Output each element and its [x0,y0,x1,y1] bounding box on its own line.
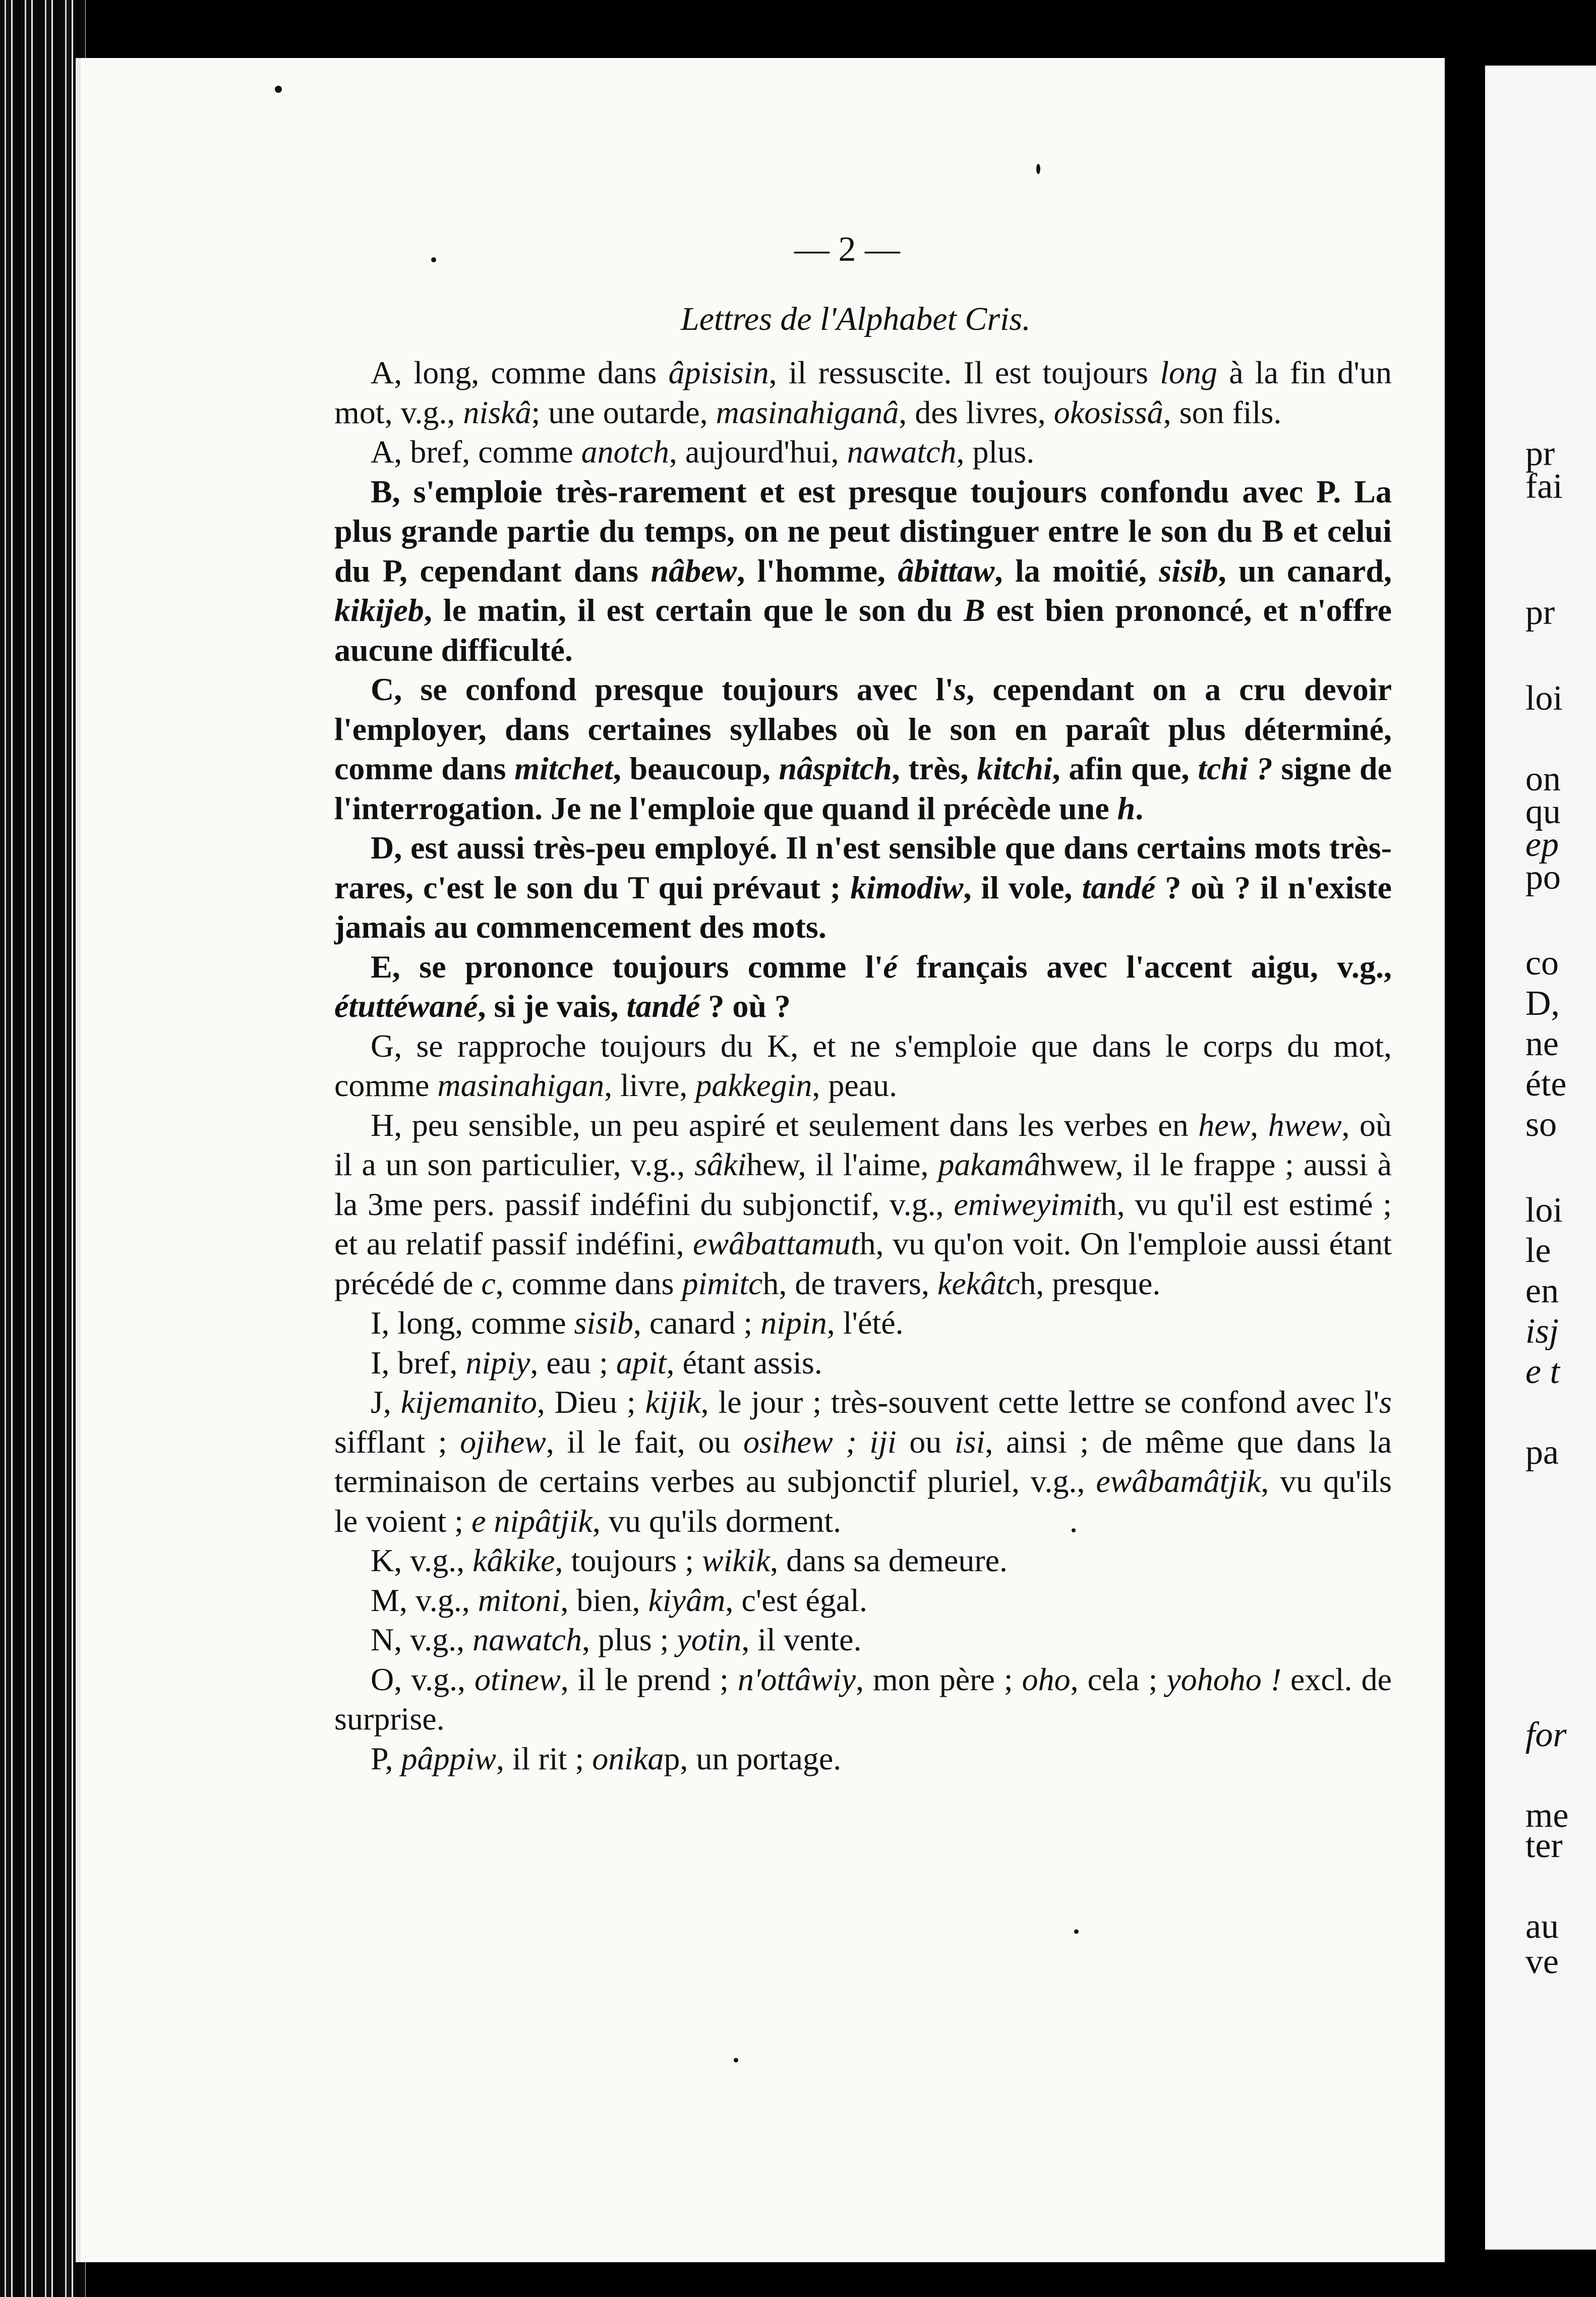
adjacent-page-edge [1485,66,1596,2250]
cree-word: yohoho ! [1166,1661,1282,1697]
entry-text: h, presque. [1020,1265,1161,1301]
cree-word: é [883,948,898,985]
alphabet-entries [334,353,1392,1778]
entry-text: . [1135,790,1144,826]
entry-text: français avec l'accent aigu, v.g., [897,948,1392,985]
entry-d [334,828,1392,947]
cree-word: s [954,671,967,707]
cree-word: yotin [677,1622,742,1657]
entry-text: , où il a un son particulier, v.g., [334,1107,1392,1182]
entry-text: M, v.g., [371,1582,478,1618]
entry-i-bref [334,1343,1392,1383]
cree-word: kitchi [977,751,1052,786]
entry-k [334,1541,1392,1581]
adjacent-page-fragment: pr [1525,593,1555,632]
cree-word: masinahigan [437,1067,605,1103]
cree-word: pimitc [682,1265,763,1301]
cree-word: oho [1022,1661,1071,1697]
cree-word: sisib [574,1305,633,1341]
entry-text: , il vole, [963,869,1082,905]
ink-speck [431,257,436,262]
cree-word: nipiy [465,1344,530,1381]
entry-text: , l'homme, [737,552,898,589]
entry-text: , afin que, [1052,751,1198,786]
cree-word: niskâ [463,394,531,430]
cree-word: nipin [760,1305,827,1341]
adjacent-page-fragment: le [1525,1231,1551,1270]
entry-text: A, bref, comme [371,434,581,470]
entry-text: , il le prend ; [560,1661,738,1697]
cree-word: nawatch [472,1622,582,1657]
adjacent-page-fragment: ter [1525,1826,1563,1865]
adjacent-page-fragment: fai [1525,467,1563,506]
entry-text: I, bref, [371,1344,466,1381]
adjacent-page-fragment: en [1525,1272,1559,1310]
entry-text: , mon père ; [855,1661,1022,1697]
entry-text: , il vente. [741,1622,862,1657]
entry-o [334,1660,1392,1739]
entry-text: , plus ; [581,1622,677,1657]
adjacent-page-fragment: ep [1525,825,1559,864]
adjacent-page-fragment: for [1525,1715,1567,1754]
cree-word: kimodiw [850,869,964,905]
cree-word: long [1160,355,1217,390]
entry-text: , [1250,1107,1268,1143]
ink-speck [1074,1929,1079,1934]
entry-text: , eau ; [530,1344,616,1381]
cree-word: nâbew [651,552,737,589]
cree-word: e nipâtjik [471,1503,593,1539]
adjacent-page-fragment: au [1525,1907,1559,1946]
entry-text: D, est aussi très-peu employé. Il n'est sensible que dans certains mots très-rares, c'est le son du T qui prévaut ; [334,830,1392,905]
entry-text: hwew, il le frappe ; aussi à la 3me pers. passif indéfini du subjonctif, v.g., [334,1146,1392,1222]
entry-p [334,1739,1392,1779]
entry-text: , il ressuscite. Il est toujours [769,355,1160,390]
cree-word: ewâbamâtjik [1096,1463,1261,1499]
cree-word: otinew [475,1661,561,1697]
cree-word: okosissâ [1053,394,1163,430]
entry-text: , aujourd'hui, [669,434,847,470]
entry-a-long [334,353,1392,432]
entry-text: , son fils. [1163,394,1282,430]
entry-text: , canard ; [633,1305,761,1341]
cree-word: mitchet [514,751,613,786]
entry-text: hew, il l'aime, [746,1146,938,1182]
adjacent-page-fragment: D, [1525,984,1560,1023]
entry-text: , des livres, [899,394,1054,430]
adjacent-page-fragment: ne [1525,1024,1559,1063]
entry-text: est bien prononcé, et n'offre aucune difficulté. [334,592,1392,668]
entry-text: A, long, comme dans [371,355,669,390]
cree-word: onika [592,1740,664,1776]
entry-text: , l'été. [826,1305,904,1341]
entry-text: P, [371,1740,401,1776]
entry-text: , toujours ; [555,1542,702,1578]
entry-text: H, peu sensible, un peu aspiré et seulement dans les verbes en [371,1107,1199,1143]
cree-word: mitoni [478,1582,561,1618]
cree-word: h [1117,790,1136,826]
entry-text: p, un portage. [664,1740,842,1776]
cree-word: tchi ? [1198,751,1273,786]
adjacent-page-fragment: so [1525,1105,1557,1144]
cree-word: nawatch [847,434,957,470]
ink-speck [1072,1528,1076,1532]
entry-text: , étant assis. [666,1344,822,1381]
adjacent-page-fragment: on [1525,760,1561,798]
entry-text: ? où ? [700,988,791,1024]
entry-text: , vu qu'ils le voient ; [334,1463,1392,1539]
entry-h [334,1106,1392,1304]
entry-text: , vu qu'ils dorment. [592,1503,842,1539]
entry-text: signe de l'interrogation. Je ne l'emploie que quand il précède une [334,751,1392,826]
adjacent-page-fragment: me [1525,1796,1569,1835]
entry-text: excl. de surprise. [334,1661,1392,1737]
entry-text: E, se prononce toujours comme l' [371,948,883,985]
entry-text: à la fin d'un mot, v.g., [334,355,1392,430]
ink-speck [275,86,282,93]
entry-text: , si je vais, [478,988,627,1024]
ink-speck [734,2058,738,2062]
cree-word: kekâtc [937,1265,1020,1301]
adjacent-page-fragment: qu [1525,792,1561,831]
entry-n [334,1620,1392,1660]
page-number: — 2 — [794,230,900,269]
entry-text: ? où ? il n'existe jamais au commencement des mots. [334,869,1392,945]
entry-text: ou [896,1423,955,1460]
entry-text: , il le fait, ou [546,1423,743,1460]
adjacent-page-fragment: po [1525,858,1561,897]
entry-text: B, s'emploie très-rarement et est presque toujours confondu avec P. La plus grande partie du temps, on ne peut distinguer entre le son du B et celui du P, cependant dans [334,473,1392,589]
entry-text: N, v.g., [371,1622,473,1657]
entry-text: , plus. [956,434,1035,470]
entry-text: K, v.g., [371,1542,473,1578]
entry-text: , ainsi ; de même que dans la terminaison de certains verbes au subjonctif pluriel, v.g., [334,1423,1392,1499]
cree-word: emiweyimit [954,1186,1101,1222]
entry-text: , un canard, [1218,552,1392,589]
adjacent-page-fragment: pa [1525,1433,1559,1472]
cree-word: kâkike [472,1542,555,1578]
cree-word: étuttéwané [334,988,478,1024]
cree-word: wikik [702,1542,771,1578]
entry-text: , très, [892,751,977,786]
entry-text: , le jour ; très-souvent cette lettre se confond avec l' [700,1384,1380,1420]
adjacent-page-fragment: éte [1525,1065,1567,1104]
cree-word: tandé [626,988,700,1024]
adjacent-page-fragment: ve [1525,1942,1559,1981]
entry-g [334,1026,1392,1106]
cree-word: masinahiganâ [716,394,899,430]
cree-word: kiyâm [648,1582,726,1618]
entry-text: , dans sa demeure. [770,1542,1008,1578]
cree-word: kijik [645,1384,701,1420]
entry-text: sifflant ; [334,1423,460,1460]
cree-word: hwew [1268,1107,1342,1143]
entry-text: , la moitié, [994,552,1159,589]
cree-word: pakamâ [938,1146,1040,1182]
cree-word: kikijeb [334,592,424,628]
cree-word: hew [1198,1107,1251,1143]
entry-i-long [334,1303,1392,1343]
cree-word: sâki [694,1146,747,1182]
cree-word: pakkegin [695,1067,812,1103]
cree-word: âpisisin [668,355,769,390]
entry-text: , cela ; [1070,1661,1167,1697]
section-heading: Lettres de l'Alphabet Cris. [681,301,1031,337]
entry-text: h, de travers, [762,1265,937,1301]
entry-text: ; une outarde, [531,394,716,430]
adjacent-page-fragment: isj [1525,1312,1559,1351]
cree-word: apit [616,1344,667,1381]
entry-text: h, vu qu'on voit. On l'emploie aussi étant précédé de [334,1226,1392,1301]
adjacent-page-fragment: loi [1525,679,1563,718]
adjacent-page-fragment: pr [1525,434,1555,473]
cree-word: ewâbattamut [693,1226,860,1261]
cree-word: kijemanito [400,1384,537,1420]
cree-word: osihew ; iji [743,1423,897,1460]
cree-word: n'ottâwiy [737,1661,856,1697]
entry-text: , livre, [604,1067,696,1103]
entry-a-bref [334,432,1392,472]
entry-text: C, se confond presque toujours avec l' [371,671,954,707]
ink-speck [1036,164,1040,174]
entry-j [334,1383,1392,1541]
entry-text: O, v.g., [371,1661,475,1697]
entry-text: , Dieu ; [537,1384,645,1420]
entry-text: I, long, comme [371,1305,574,1341]
entry-c [334,670,1392,828]
entry-e [334,947,1392,1026]
cree-word: B [963,592,985,628]
entry-text: , comme dans [495,1265,682,1301]
cree-word: ojihew [460,1423,546,1460]
entry-text: , peau. [812,1067,898,1103]
entry-text: h, vu qu'il est estimé ; et au relatif passif indéfini, [334,1186,1392,1261]
entry-text: , le matin, il est certain que le son du [424,592,964,628]
entry-b [334,472,1392,670]
cree-word: c [481,1265,496,1301]
book-binding-edge [0,0,86,2297]
cree-word: pâppiw [401,1740,496,1776]
entry-text: J, [371,1384,401,1420]
cree-word: s [1379,1384,1392,1420]
entry-text: , cependant on a cru devoir l'employer, dans certaines syllabes où le son en paraît plus déterminé, comme dans [334,671,1392,786]
entry-text: , beaucoup, [613,751,779,786]
entry-text: , il rit ; [496,1740,593,1776]
cree-word: sisib [1159,552,1218,589]
entry-m [334,1581,1392,1621]
cree-word: isi [954,1423,985,1460]
adjacent-page-fragment: e t [1525,1352,1560,1391]
cree-word: tandé [1082,869,1156,905]
entry-text: , c'est égal. [725,1582,867,1618]
entry-text: , bien, [560,1582,648,1618]
cree-word: nâspitch [779,751,892,786]
entry-text: G, se rapproche toujours du K, et ne s'emploie que dans le corps du mot, comme [334,1027,1392,1103]
adjacent-page-fragment: co [1525,944,1559,983]
cree-word: âbittaw [898,552,995,589]
cree-word: anotch [581,434,669,470]
adjacent-page-fragment: loi [1525,1191,1563,1230]
